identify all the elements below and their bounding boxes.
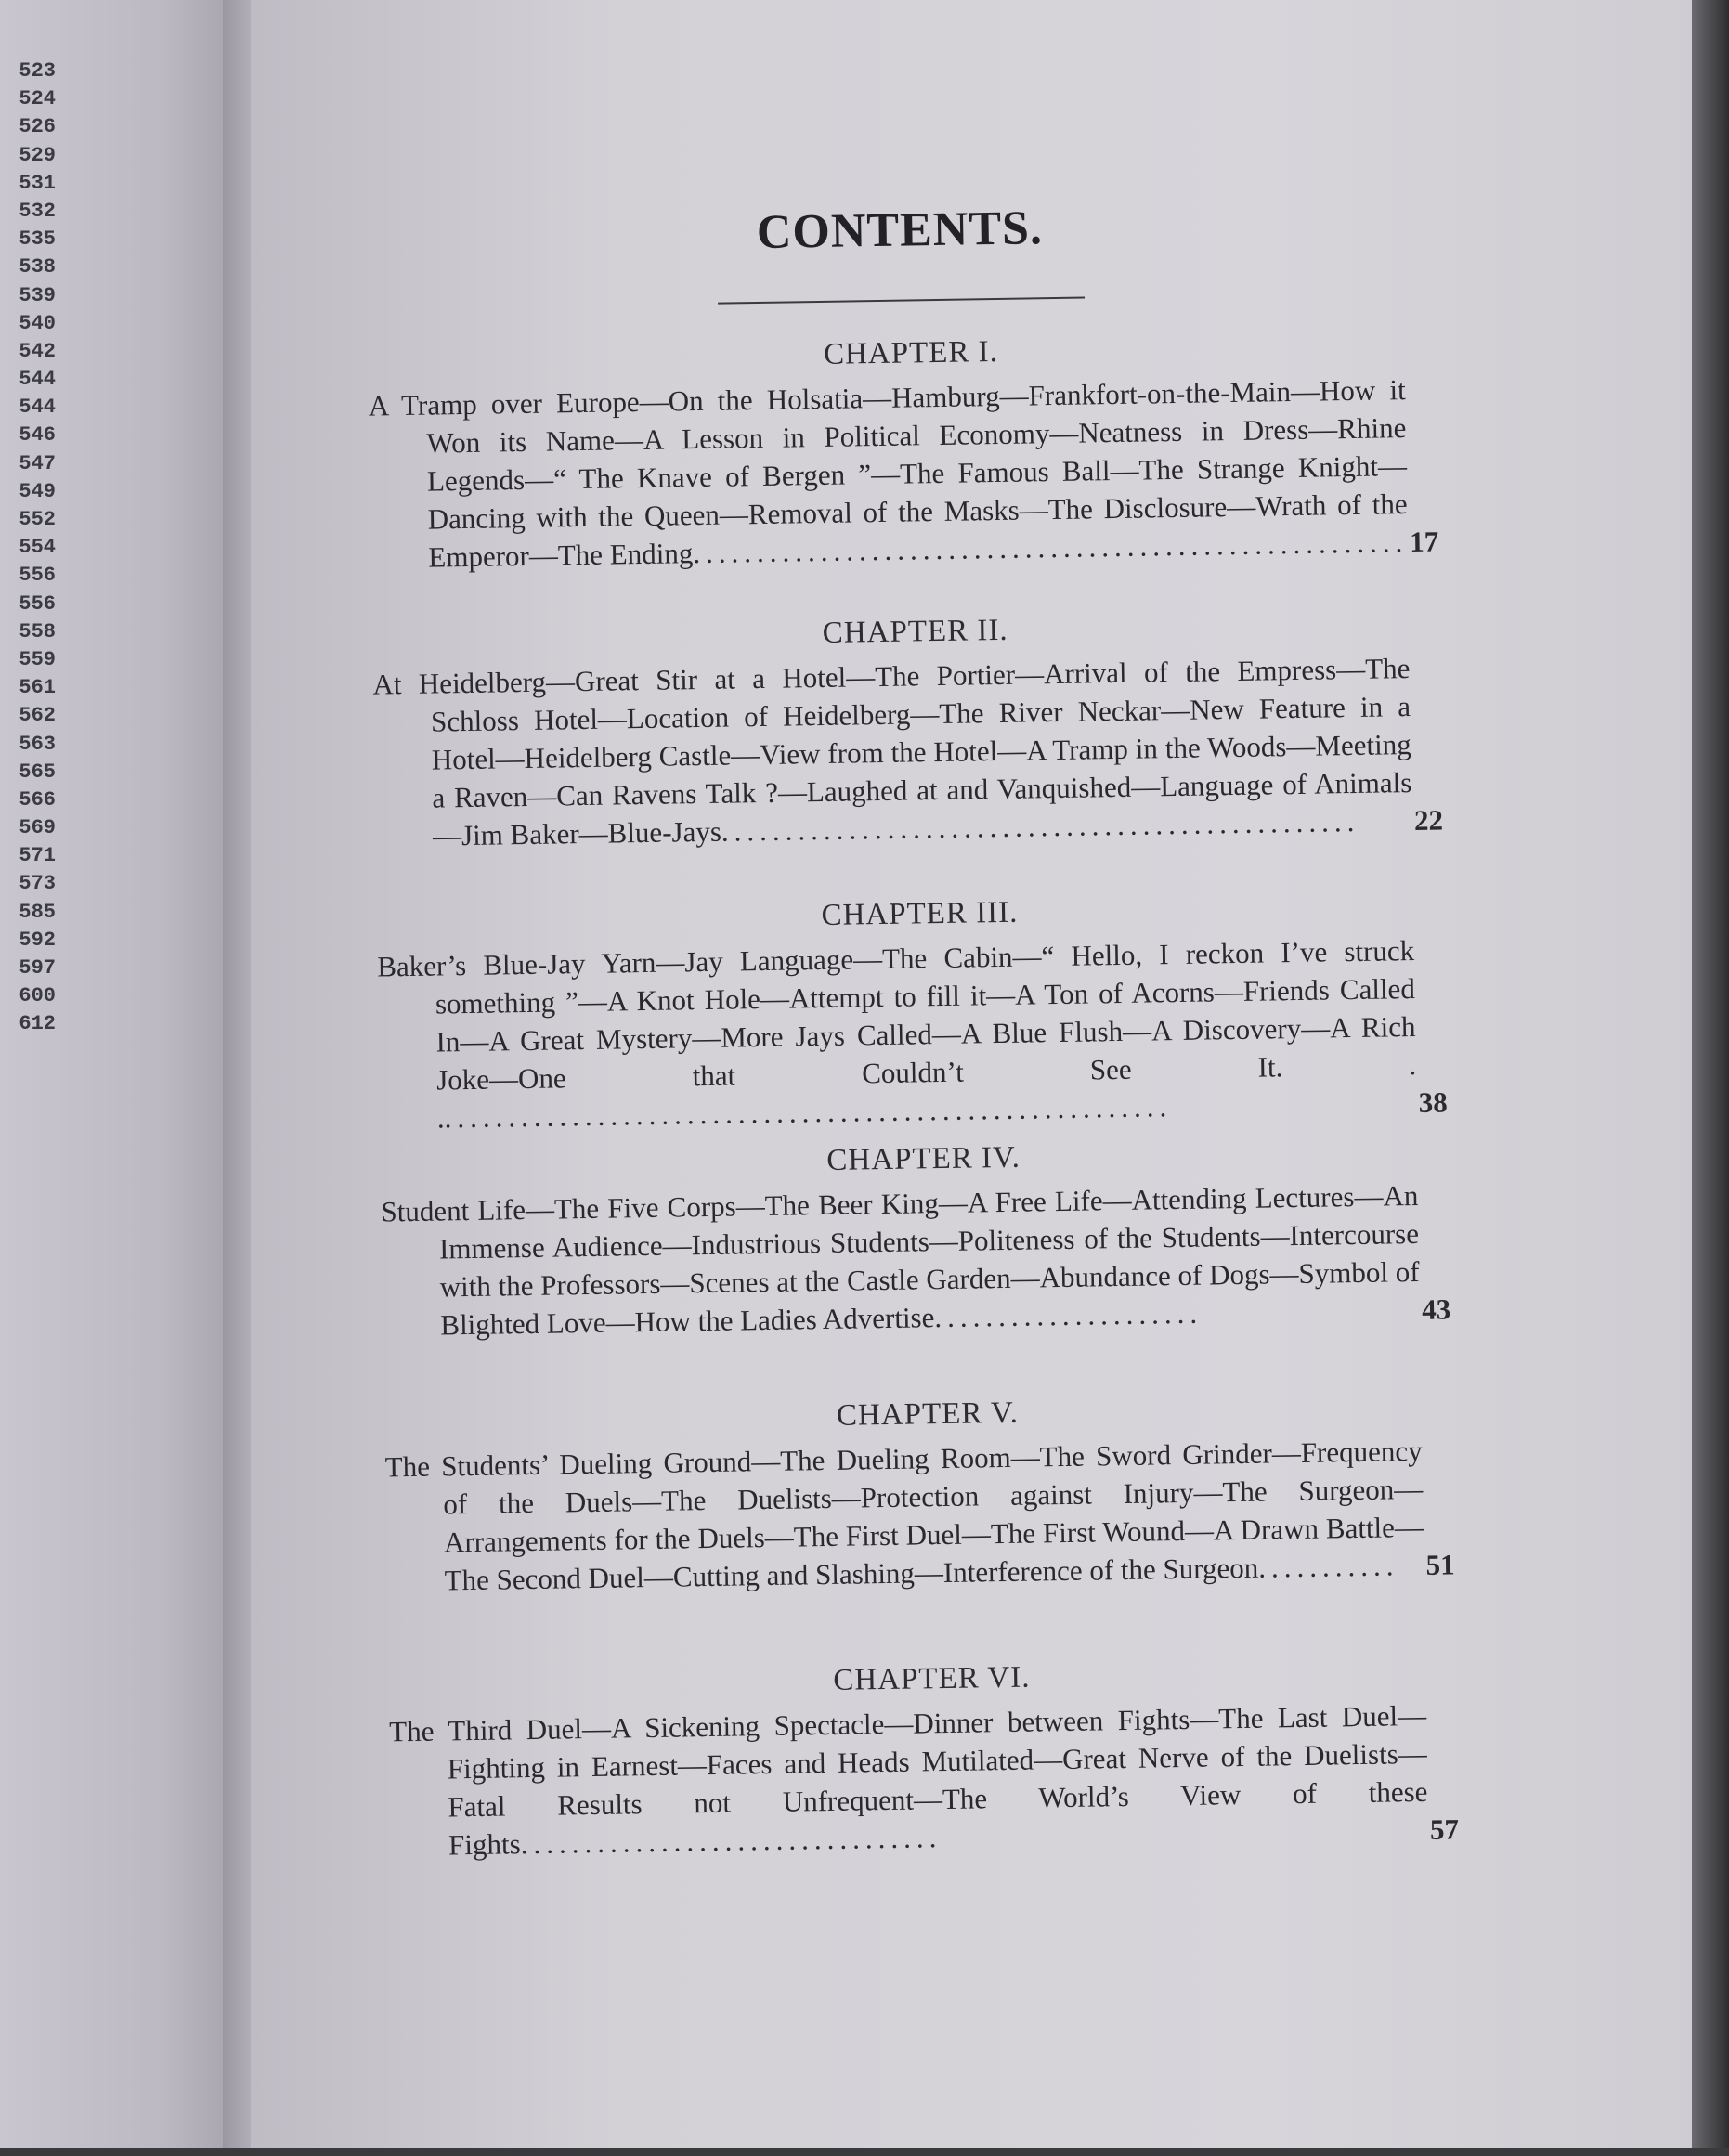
summary-text: At Heidelberg—Great Stir at a Hotel—The Portier—Arrival of the Empress—The Schloss Hotel—Location of Heidelberg—The River Neckar—New Feature in a Hotel—Heidelberg Castle—View from the Hotel—A Tramp in the Woods—Meeting a Raven—Can Ravens Talk ?—Laughed at and Vanquished—Language of Animals—Jim Baker—Blue-Jays	[372, 652, 1412, 852]
left-page-number: 554	[19, 536, 56, 560]
chapter-summary	[377, 931, 1417, 1138]
dot-leaders: ........................................................	[693, 526, 1409, 570]
dot-leaders: .................................	[520, 1821, 942, 1861]
left-page-number: 526	[19, 115, 56, 139]
left-page-number: 597	[19, 956, 56, 980]
left-page-number: 524	[19, 87, 56, 111]
left-page-number: 563	[19, 732, 56, 756]
dot-leaders: ...........	[1257, 1549, 1399, 1584]
chapter-1	[368, 329, 1439, 578]
page-title: CONTENTS.	[756, 201, 1044, 260]
left-page-number: 544	[19, 396, 56, 420]
left-page-number: 538	[19, 255, 56, 279]
left-page-number: 542	[19, 339, 56, 363]
left-page-number: 566	[19, 787, 56, 812]
contents-page	[362, 0, 1538, 2156]
summary-text: A Tramp over Europe—On the Holsatia—Hamburg—Frankfort-on-the-Main—How it Won its Name—A Lesson in Political Economy—Neatness in Dress—Rhine Legends—“ The Knave of Bergen ”—The Famous Ball—The Strange Knight—Dancing with the Queen—Removal of the Masks—The Disclosure—Wrath of the Emperor—The Ending	[368, 373, 1408, 574]
summary-text: The Students’ Dueling Ground—The Dueling Room—The Sword Grinder—Frequency of the Duels—The Duelists—Protection against Injury—The Surgeon—Arrangements for the Duels—The First Duel—The First Wound—A Drawn Battle—The Second Duel—Cutting and Slashing—Interference of the Surgeon	[384, 1434, 1424, 1597]
page-edge	[1692, 0, 1729, 2148]
chapter-summary	[381, 1176, 1420, 1345]
left-page-number: 535	[19, 227, 56, 252]
chapter-6	[388, 1654, 1459, 1864]
left-page-number: 562	[19, 704, 56, 728]
left-page-number: 544	[19, 368, 56, 392]
chapter-entry	[368, 370, 1438, 578]
chapter-heading: CHAPTER I.	[823, 334, 999, 371]
chapter-heading: CHAPTER V.	[836, 1396, 1020, 1433]
left-page-number: 556	[19, 564, 56, 588]
chapter-page-number: 51	[1425, 1548, 1455, 1581]
left-page-number: 531	[19, 171, 56, 195]
left-page-number: 552	[19, 508, 56, 531]
chapter-summary	[389, 1696, 1428, 1865]
chapter-entry	[381, 1175, 1450, 1344]
left-page-number: 612	[19, 1012, 56, 1036]
summary-text: Student Life—The Five Corps—The Beer King—A Free Life—Attending Lectures—An Immense Audience—Industrious Students—Politeness of the Students—Intercourse with the Professors—Scenes at the Castle Garden—Abundance of Dogs—Symbol of Blighted Love—How the Ladies Advertise	[381, 1178, 1420, 1342]
chapter-page-number: 22	[1413, 803, 1444, 837]
left-page-number: 592	[19, 928, 56, 952]
left-page-number-column	[0, 58, 63, 1039]
left-page-number: 546	[19, 423, 56, 448]
dot-leaders: .........................................................	[444, 1090, 1173, 1135]
chapter-heading: CHAPTER IV.	[826, 1140, 1021, 1177]
left-page-number: 573	[19, 872, 56, 896]
left-page-number: 523	[19, 59, 56, 83]
chapter-page-number: 38	[1418, 1085, 1448, 1119]
left-page-number: 539	[19, 283, 56, 307]
left-page-number: 558	[19, 619, 56, 643]
chapter-summary	[384, 1432, 1424, 1601]
chapter-heading: CHAPTER II.	[822, 613, 1008, 650]
summary-text: The Third Duel—A Sickening Spectacle—Dinner between Fights—The Last Duel—Fighting in Earnest—Faces and Heads Mutilated—Great Nerve of the Duelists—Fatal Results not Unfrequent—The World’s View of these Fights	[388, 1698, 1428, 1862]
chapter-3	[376, 889, 1448, 1137]
chapter-page-number: 17	[1409, 525, 1439, 559]
chapter-summary	[368, 370, 1408, 578]
left-page-number: 549	[19, 479, 56, 503]
chapter-page-number: 57	[1429, 1812, 1460, 1846]
chapter-heading: CHAPTER VI.	[833, 1660, 1031, 1697]
left-page-number: 529	[19, 143, 56, 167]
chapter-page-number: 43	[1421, 1292, 1451, 1326]
left-page-number: 559	[19, 647, 56, 671]
chapter-summary	[372, 649, 1412, 856]
chapter-entry	[372, 649, 1443, 856]
dot-leaders: ..................................................	[721, 804, 1360, 848]
left-page-number: 585	[19, 900, 56, 924]
left-page-number: 556	[19, 591, 56, 616]
chapter-entry	[384, 1431, 1454, 1600]
left-page-number: 600	[19, 984, 56, 1008]
left-page	[0, 0, 232, 2148]
chapter-2	[371, 607, 1443, 856]
chapter-heading: CHAPTER III.	[821, 895, 1019, 933]
summary-text: Baker’s Blue-Jay Yarn—Jay Language—The Cabin—“ Hello, I reckon I’ve struck something ”—A Knot Hole—Attempt to fill it—A Ton of Acorns—Friends Called In—A Great Mystery—More Jays Called—A Blue Flush—A Discovery—A Rich Joke—One that Couldn’t See It. . .	[377, 933, 1417, 1135]
left-page-number: 565	[19, 760, 56, 784]
left-page-number: 547	[19, 451, 56, 475]
left-page-number: 561	[19, 676, 56, 700]
chapter-5	[384, 1389, 1455, 1600]
chapter-entry	[377, 930, 1448, 1137]
dot-leaders: .....................	[934, 1296, 1203, 1334]
chapter-entry	[389, 1695, 1459, 1864]
left-page-number: 571	[19, 844, 56, 868]
chapter-4	[380, 1134, 1450, 1344]
title-rule	[718, 296, 1085, 304]
left-page-number: 569	[19, 816, 56, 840]
left-page-number: 540	[19, 311, 56, 335]
left-page-number: 532	[19, 199, 56, 223]
